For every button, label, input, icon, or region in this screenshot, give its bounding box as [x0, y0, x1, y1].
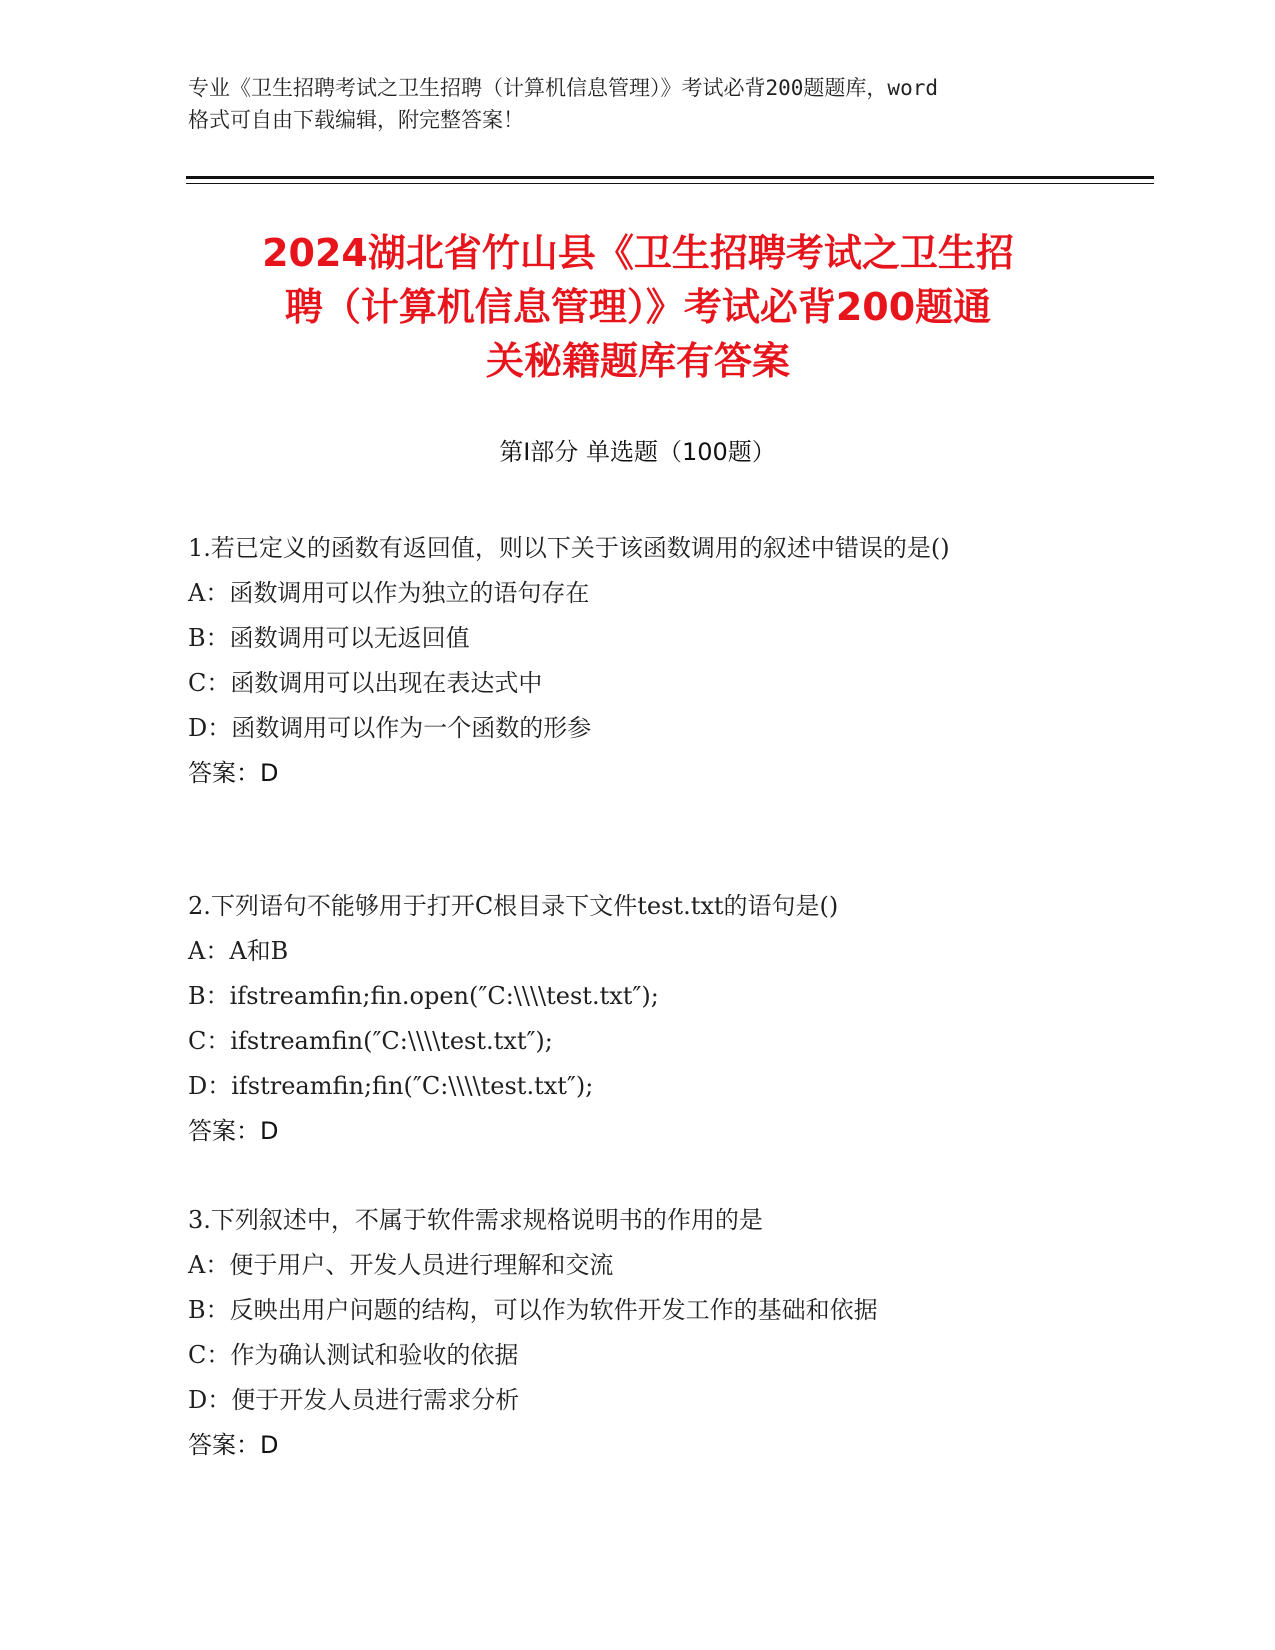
answer: 答案：D: [188, 759, 279, 787]
option-c: C：作为确认测试和验收的依据: [188, 1341, 519, 1369]
question-3: [188, 1198, 1088, 1468]
option-c: C：ifstreamfin(″C:\\\\test.txt″);: [188, 1027, 553, 1055]
option-b: B：ifstreamfin;fin.open(″C:\\\\test.txt″);: [188, 982, 659, 1010]
option-d: D：ifstreamfin;fin(″C:\\\\test.txt″);: [188, 1072, 594, 1100]
document-title-line-3: 关秘籍题库有答案: [485, 339, 790, 383]
document-title-line-2: 聘（计算机信息管理）》考试必背200题通: [284, 285, 992, 329]
option-b: B：函数调用可以无返回值: [188, 624, 470, 652]
answer: 答案：D: [188, 1431, 279, 1459]
option-c: C：函数调用可以出现在表达式中: [188, 669, 543, 697]
header-rule-thick: [186, 176, 1154, 179]
header-note-line-2: 格式可自由下载编辑，附完整答案！: [188, 108, 524, 132]
question-2: [188, 884, 1088, 1154]
option-a: A：A和B: [188, 937, 289, 965]
header-note-line-1: 专业《卫生招聘考试之卫生招聘（计算机信息管理）》考试必背200题题库，word: [188, 76, 938, 100]
option-d: D：函数调用可以作为一个函数的形参: [188, 714, 592, 742]
answer: 答案：D: [188, 1117, 279, 1145]
question-stem: 1.若已定义的函数有返回值，则以下关于该函数调用的叙述中错误的是(): [188, 534, 950, 562]
question-stem: 2.下列语句不能够用于打开C根目录下文件test.txt的语句是(): [188, 892, 839, 920]
option-a: A：函数调用可以作为独立的语句存在: [188, 579, 590, 607]
header-rule-thin: [186, 183, 1154, 184]
option-b: B：反映出用户问题的结构，可以作为软件开发工作的基础和依据: [188, 1296, 878, 1324]
option-a: A：便于用户、开发人员进行理解和交流: [188, 1251, 614, 1279]
section-title: 第Ⅰ部分 单选题（100题）: [499, 438, 776, 466]
document-title-line-1: 2024湖北省竹山县《卫生招聘考试之卫生招: [262, 231, 1014, 275]
question-stem: 3.下列叙述中，不属于软件需求规格说明书的作用的是: [188, 1206, 763, 1234]
document-title: [180, 226, 1096, 388]
question-1: [188, 526, 1088, 796]
header-note: [188, 72, 1088, 136]
option-d: D：便于开发人员进行需求分析: [188, 1386, 520, 1414]
